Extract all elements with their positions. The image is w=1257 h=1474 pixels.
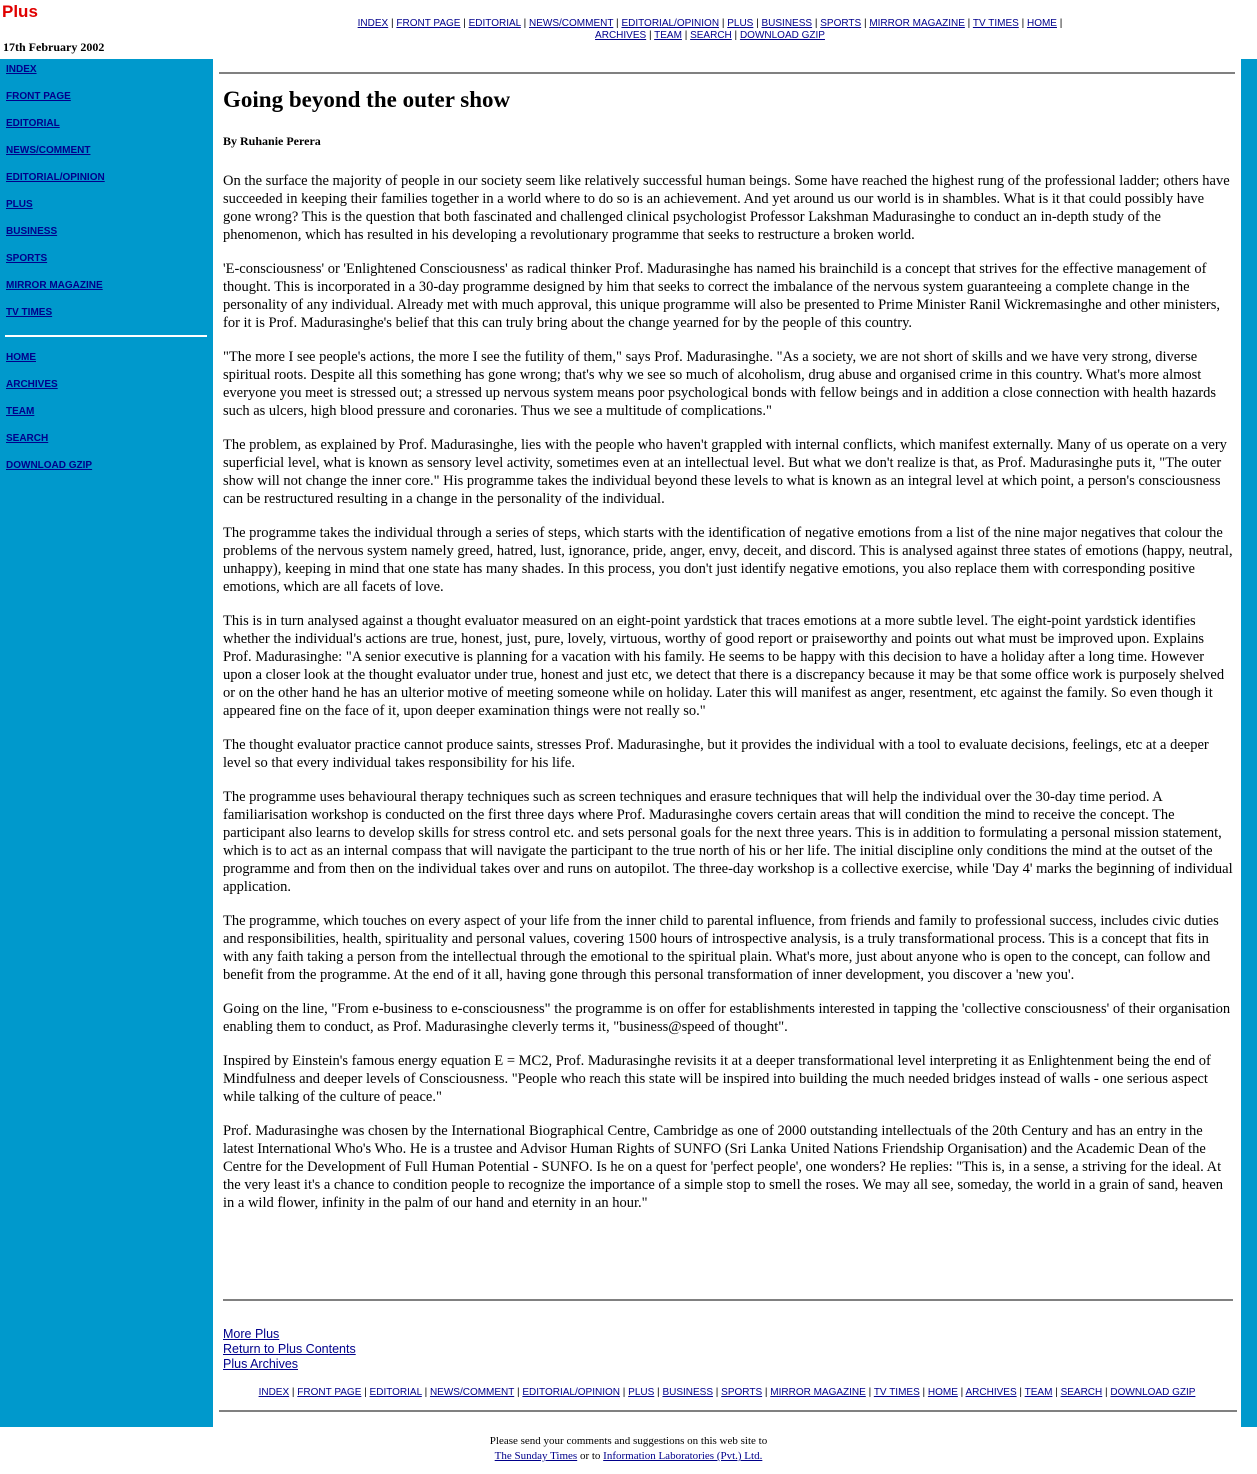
- sidebar-link-news-comment[interactable]: NEWS/COMMENT: [6, 145, 91, 156]
- sidebar-link-business[interactable]: BUSINESS: [6, 226, 58, 237]
- top-nav: [290, 18, 1130, 42]
- sidebar-item: [6, 145, 105, 172]
- article-paragraph: The problem, as explained by Prof. Madurasinghe, lies with the people who haven't grappled with internal conflicts, which manifest externally. Many of us operate on a very superficial level, what is known as sensory level activity, sometimes even at an intellectual level. But what we don't realize is that, as Prof. Madurasinghe puts it, "The outer show will not change the inner core." His programme takes the individual beyond these levels to what is known as an integral level at which point, a person's consciousness can be restructured resulting in a change in the personality of the individual.: [223, 437, 1227, 507]
- sidebar-item: [6, 226, 105, 253]
- bottom-nav-search[interactable]: SEARCH: [1060, 1387, 1103, 1398]
- article-paragraph: The thought evaluator practice cannot produce saints, stresses Prof. Madurasinghe, but it provides the individual with a tool to evaluate decisions, feelings, etc at a deeper level so that every individual takes responsibility for his life.: [223, 737, 1209, 771]
- sidebar-link-front-page[interactable]: FRONT PAGE: [6, 91, 71, 102]
- nav-separator: |: [289, 1387, 298, 1398]
- sidebar-nav-primary: [6, 64, 105, 334]
- article: [223, 86, 1233, 1228]
- right-sidebar-strip: [1241, 59, 1257, 1427]
- article-paragraph: "The more I see people's actions, the more I see the futility of them," says Prof. Madurasinghe. "As a society, we are not short of skills and we have very strong, diverse spiritual roots. Despite all this something has gone wrong; that's why we see so much of alcoholism, drug abuse and organised crime in this country. What's more almost everyone you meet is stressed out; a stressed up nervous system means poor psychological bonds with fellow beings and in addition a close connection with health hazards such as ulcers, high blood pressure and coronaries. Thus we see a multitude of complications.": [223, 349, 1217, 419]
- top-nav-team[interactable]: TEAM: [654, 30, 682, 41]
- nav-separator: |: [713, 1387, 722, 1398]
- plus-contents-link[interactable]: Return to Plus Contents: [223, 1342, 356, 1356]
- top-nav-tv-times[interactable]: TV TIMES: [972, 18, 1019, 29]
- sidebar-item: [6, 379, 92, 406]
- sidebar-item: [6, 352, 92, 379]
- nav-separator: |: [460, 18, 469, 29]
- bottom-nav-business[interactable]: BUSINESS: [662, 1387, 714, 1398]
- plus-archives-link[interactable]: Plus Archives: [223, 1357, 299, 1371]
- nav-separator: |: [1052, 1387, 1061, 1398]
- bottom-nav-download-gzip[interactable]: DOWNLOAD GZIP: [1110, 1387, 1196, 1398]
- nav-separator: |: [654, 1387, 663, 1398]
- section-title: Plus: [2, 2, 38, 21]
- nav-separator: |: [520, 18, 530, 29]
- sidebar-item: [6, 307, 105, 334]
- bottom-nav-plus[interactable]: PLUS: [628, 1387, 655, 1398]
- nav-separator: |: [919, 1387, 928, 1398]
- nav-separator: |: [1018, 18, 1027, 29]
- sidebar-link-editorial-opinion[interactable]: EDITORIAL/OPINION: [6, 172, 105, 183]
- left-sidebar: [0, 59, 213, 1427]
- nav-separator: |: [731, 30, 740, 41]
- bottom-nav-editorial-opinion[interactable]: EDITORIAL/OPINION: [522, 1387, 620, 1398]
- article-end-divider: [223, 1299, 1233, 1301]
- sidebar-link-archives[interactable]: ARCHIVES: [6, 379, 58, 390]
- bottom-nav-tv-times[interactable]: TV TIMES: [873, 1387, 920, 1398]
- bottom-nav: [219, 1387, 1235, 1399]
- top-nav-home[interactable]: HOME: [1026, 18, 1057, 29]
- top-divider: [219, 72, 1235, 74]
- bottom-nav-archives[interactable]: ARCHIVES: [965, 1387, 1017, 1398]
- sidebar-item: [6, 433, 92, 460]
- article-byline: By Ruhanie Perera: [223, 134, 321, 148]
- sidebar-link-home[interactable]: HOME: [6, 352, 36, 363]
- sidebar-link-sports[interactable]: SPORTS: [6, 253, 48, 264]
- article-paragraph: Inspired by Einstein's famous energy equation E = MC2, Prof. Madurasinghe revisits it at a deeper transformational level interpreting it as Enlightenment being the end of Mindfulness and deeper levels of Consciousness. "People who reach this state will be inspired into building the much needed bridges instead of walls - one serious aspect while talking of the culture of peace.": [223, 1053, 1211, 1105]
- nav-separator: |: [421, 1387, 430, 1398]
- top-nav-mirror-magazine[interactable]: MIRROR MAGAZINE: [869, 18, 965, 29]
- nav-separator: |: [762, 1387, 771, 1398]
- article-paragraph: Going on the line, "From e-business to e-consciousness" the programme is on offer for establishments interested in tapping the 'collective consciousness' of their organisation enabling them to conduct, as Prof. Madurasinghe cleverly terms it, "business@speed of thought".: [223, 1001, 1231, 1035]
- article-paragraph: The programme takes the individual through a series of steps, which starts with the identification of negative emotions from a list of the nine major negatives that colour the problems of the nervous system namely greed, hatred, lust, ignorance, pride, anger, envy, deceit, and discord. This is analysed against three states of emotions (happy, neutral, unhappy), keeping in mind that one state has many shades. In this process, you don't just identify negative emotions, you also replace them with corresponding positive emotions, which are all facets of love.: [223, 525, 1233, 595]
- contact-or: or to: [577, 1450, 604, 1462]
- top-nav-front-page[interactable]: FRONT PAGE: [396, 18, 461, 29]
- article-paragraph: 'E-consciousness' or 'Enlightened Consciousness' as radical thinker Prof. Madurasinghe has named his brainchild is a concept that strives for the effective management of thought. This is incorporated in a 30-day programme designed by him that seeks to correct the imbalance of the nervous system guaranteeing a complete change in the personality of any individual. Already met with much approval, this unique programme will also be presented to Prime Minister Ranil Wickremasinghe and other ministers, for it is Prof. Madurasinghe's belief that this can truly bring about the change yearned for by the people of this country.: [223, 261, 1221, 331]
- nav-separator: |: [620, 1387, 629, 1398]
- sunday-times-link[interactable]: The Sunday Times: [494, 1450, 578, 1462]
- sidebar-link-editorial[interactable]: EDITORIAL: [6, 118, 60, 129]
- article-paragraph: The programme uses behavioural therapy techniques such as screen techniques and erasure techniques that will help the individual over the 30-day time period. A familiarisation workshop is conducted on the first three days where Prof. Madurasinghe covers certain areas that will condition the mind to receive the concept. The participant also learns to develop skills for stress control etc. and sets personal goals for the next three years. This is in addition to formulating a personal mission statement, which is to act as an internal compass that will navigate the participant to the true north of his or her life. The initial discipline only conditions the mind at the outset of the programme and from then on the individual takes over and runs on autopilot. The three-day workshop is a collective exercise, while 'Day 4' marks the beginning of individual application.: [223, 789, 1233, 895]
- top-nav-editorial-opinion[interactable]: EDITORIAL/OPINION: [621, 18, 720, 29]
- bottom-nav-sports[interactable]: SPORTS: [721, 1387, 763, 1398]
- nav-separator: |: [1016, 1387, 1025, 1398]
- bottom-nav-home[interactable]: HOME: [927, 1387, 958, 1398]
- sidebar-divider: [5, 335, 207, 337]
- top-nav-editorial[interactable]: EDITORIAL: [468, 18, 521, 29]
- nav-separator: |: [388, 18, 397, 29]
- contact-note: [0, 1434, 1257, 1464]
- sidebar-item: [6, 406, 92, 433]
- article-paragraph: Prof. Madurasinghe was chosen by the International Biographical Centre, Cambridge as one of 2000 outstanding intellectuals of the 20th Century and has an entry in the latest International Who's Who. He is a trustee and Advisor Human Rights of SUNFO (Sri Lanka United Nations Friendship Organisation) and the Academic Dean of the Centre for the Development of Full Human Potential - SUNFO. Is he on a quest for 'perfect people', one wonders? He replies: "This is, in a sense, a striving for the ideal. At the very least it's a chance to condition people to recognize the importance of a simple stop to smell the roses. We may all see, someday, the world in a grain of sand, heaven in a wild flower, infinity in the palm of our hand and eternity in an hour.": [223, 1123, 1224, 1211]
- bottom-nav-front-page[interactable]: FRONT PAGE: [297, 1387, 362, 1398]
- nav-separator: |: [514, 1387, 523, 1398]
- top-nav-index[interactable]: INDEX: [357, 18, 389, 29]
- bottom-nav-index[interactable]: INDEX: [258, 1387, 290, 1398]
- sidebar-link-tv-times[interactable]: TV TIMES: [6, 307, 53, 318]
- top-nav-download-gzip[interactable]: DOWNLOAD GZIP: [739, 30, 825, 41]
- top-nav-news-comment[interactable]: NEWS/COMMENT: [529, 18, 614, 29]
- sidebar-item: [6, 199, 105, 226]
- sidebar-item: [6, 280, 105, 307]
- nav-separator: |: [646, 30, 655, 41]
- nav-separator: |: [812, 18, 821, 29]
- sidebar-item: [6, 253, 105, 280]
- top-nav-plus[interactable]: PLUS: [727, 18, 754, 29]
- article-paragraph: This is in turn analysed against a thought evaluator measured on an eight-point yardstick that traces emotions at a more subtle level. The eight-point yardstick identifies whether the individual's actions are true, honest, just, pure, lovely, virtuous, worthy of good report or praiseworthy and points out what must be improved upon. Explains Prof. Madurasinghe: "A senior executive is planning for a vacation with his family. He seems to be happy with this decision to have a holiday after a long time. However upon a closer look at the thought evaluator under true, honest and just etc, we detect that there is a discrepancy because it may be that some office work is purposely shelved or on the other hand he has an ulterior motive of meeting someone while on holiday. Later this will manifest as anger, resentment, etc against the family. So even though it appeared fine on the face of it, upon deeper examination things were not really so.": [223, 613, 1225, 719]
- sidebar-nav-secondary: [6, 352, 92, 487]
- top-nav-sports[interactable]: SPORTS: [820, 18, 862, 29]
- nav-separator: |: [1102, 1387, 1111, 1398]
- issue-date: 17th February 2002: [3, 40, 105, 54]
- bottom-divider: [219, 1410, 1237, 1412]
- sidebar-item: [6, 118, 105, 145]
- nav-separator: |: [865, 1387, 874, 1398]
- top-nav-search[interactable]: SEARCH: [690, 30, 732, 41]
- nav-separator: |: [1056, 18, 1063, 29]
- bottom-nav-news-comment[interactable]: NEWS/COMMENT: [429, 1387, 515, 1398]
- bottom-nav-team[interactable]: TEAM: [1024, 1387, 1053, 1398]
- nav-separator: |: [681, 30, 691, 41]
- article-paragraph: On the surface the majority of people in our society seem like relatively successful human beings. Some have reached the highest rung of the professional ladder; others have succeeded in keeping their families together in a world where to do so is an achievement. And yet around us our world is in shambles. What is it that could possibly have gone wrong? This is the question that both fascinated and challenged clinical psychologist Professor Lakshman Madurasinghe to conduct an in-depth study of the phenomenon, which has resulted in his developing a revolutionary programme that seeks to restructure a broken world.: [223, 173, 1230, 243]
- sidebar-item: [6, 64, 105, 91]
- sidebar-link-download-gzip[interactable]: DOWNLOAD GZIP: [6, 460, 93, 471]
- sidebar-link-plus[interactable]: PLUS: [6, 199, 33, 210]
- bottom-nav-mirror-magazine[interactable]: MIRROR MAGAZINE: [770, 1387, 866, 1398]
- top-nav-business[interactable]: BUSINESS: [761, 18, 813, 29]
- nav-separator: |: [361, 1387, 370, 1398]
- nav-separator: |: [964, 18, 973, 29]
- footer-links: [223, 1327, 356, 1372]
- article-headline: Going beyond the outer show: [223, 87, 511, 112]
- nav-separator: |: [753, 18, 762, 29]
- sidebar-link-team[interactable]: TEAM: [6, 406, 35, 417]
- sidebar-link-search[interactable]: SEARCH: [6, 433, 49, 444]
- article-paragraph: The programme, which touches on every aspect of your life from the inner child to parental influence, from friends and family to professional success, includes civic duties and responsibilities, health, spirituality and personal values, covering 1500 hours of introspective analysis, is a truly transformational process. This is a concept that fits in with any faith taking a person from the intellectual through the emotional to the spiritual plain. What's more, just about anyone who is open to the concept, can follow and benefit from the programme. At the end of it all, having gone through this personal transformation of inner development, you discover a 'new you'.: [223, 913, 1219, 983]
- bottom-nav-editorial[interactable]: EDITORIAL: [369, 1387, 422, 1398]
- nav-separator: |: [719, 18, 728, 29]
- sidebar-link-index[interactable]: INDEX: [6, 64, 37, 75]
- sidebar-item: [6, 460, 92, 487]
- contact-text: Please send your comments and suggestions on this web site to: [489, 1435, 768, 1447]
- top-nav-archives[interactable]: ARCHIVES: [595, 30, 647, 41]
- nav-separator: |: [861, 18, 870, 29]
- information-laboratories-link[interactable]: Information Laboratories (Pvt.) Ltd.: [603, 1450, 763, 1462]
- sidebar-link-mirror-magazine[interactable]: MIRROR MAGAZINE: [6, 280, 103, 291]
- nav-separator: |: [957, 1387, 966, 1398]
- article-body: [223, 172, 1233, 1212]
- sidebar-item: [6, 91, 105, 118]
- sidebar-item: [6, 172, 105, 199]
- nav-separator: |: [613, 18, 622, 29]
- more-plus-link[interactable]: More Plus: [223, 1327, 280, 1341]
